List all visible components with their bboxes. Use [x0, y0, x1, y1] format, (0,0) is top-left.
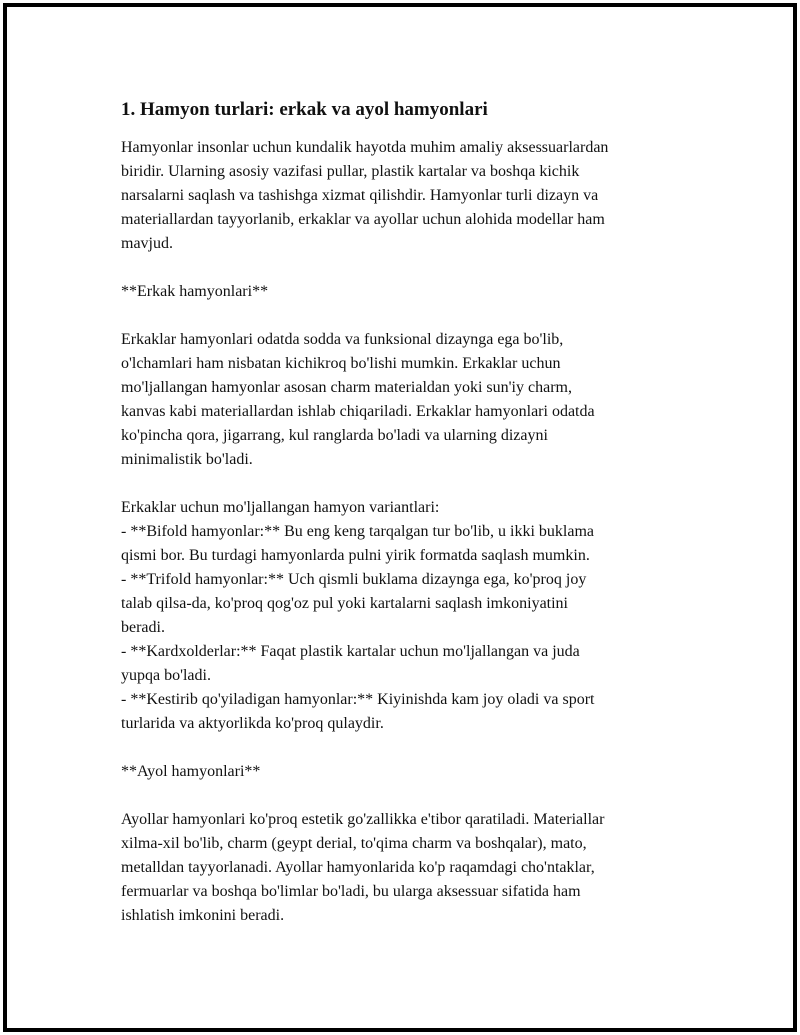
text-line: Ayollar hamyonlari ko'proq estetik go'zallikka e'tibor qaratiladi. Materiallar — [121, 811, 605, 828]
paragraph-gap — [121, 472, 691, 496]
text-line: narsalarni saqlash va tashishga xizmat qilishdir. Hamyonlar turli dizayn va — [121, 187, 599, 204]
text-line: biridir. Ularning asosiy vazifasi pullar, plastik kartalar va boshqa kichik — [121, 163, 580, 180]
text-line: Erkaklar hamyonlari odatda sodda va funksional dizaynga ega bo'lib, — [121, 331, 564, 348]
subheading-text: **Ayol hamyonlari** — [121, 763, 261, 780]
men-subheading — [121, 280, 691, 304]
text-line: Hamyonlar insonlar uchun kundalik hayotda muhim amaliy aksessuarlardan — [121, 139, 609, 156]
list-item-line: yupqa bo'ladi. — [121, 667, 211, 684]
men-paragraph — [121, 328, 691, 472]
text-line: o'lchamlari ham nisbatan kichikroq bo'lishi mumkin. Erkaklar uchun — [121, 355, 561, 372]
list-item-line: - **Kestirib qo'yiladigan hamyonlar:** Kiyinishda kam joy oladi va sport — [121, 691, 595, 708]
text-line: mo'ljallangan hamyonlar asosan charm materialdan yoki sun'iy charm, — [121, 379, 572, 396]
paragraph-gap — [121, 784, 691, 808]
subheading-text: **Erkak hamyonlari** — [121, 283, 269, 300]
list-item-line: - **Kardxolderlar:** Faqat plastik kartalar uchun mo'ljallangan va juda — [121, 643, 580, 660]
text-line: fermuarlar va boshqa bo'limlar bo'ladi, bu ularga aksessuar sifatida ham — [121, 883, 581, 900]
text-line: kanvas kabi materiallardan ishlab chiqariladi. Erkaklar hamyonlari odatda — [121, 403, 595, 420]
text-line: mavjud. — [121, 235, 173, 252]
text-line: ko'pincha qora, jigarrang, kul ranglarda bo'ladi va ularning dizayni — [121, 427, 548, 444]
women-paragraph — [121, 808, 691, 928]
variants-list — [121, 496, 691, 736]
list-item-line: turlarida va aktyorlikda ko'proq qulaydir. — [121, 715, 384, 732]
women-subheading — [121, 760, 691, 784]
document-body — [121, 98, 691, 928]
text-line: minimalistik bo'ladi. — [121, 451, 253, 468]
list-item-line: beradi. — [121, 619, 165, 636]
list-item-line: - **Trifold hamyonlar:** Uch qismli buklama dizaynga ega, ko'proq joy — [121, 571, 587, 588]
text-line: ishlatish imkonini beradi. — [121, 907, 285, 924]
text-line: xilma-xil bo'lib, charm (geypt derial, to'qima charm va boshqalar), mato, — [121, 835, 587, 852]
list-item-line: qismi bor. Bu turdagi hamyonlarda pulni yirik formatda saqlash mumkin. — [121, 547, 590, 564]
section-heading: 1. Hamyon turlari: erkak va ayol hamyonlari — [121, 99, 488, 120]
list-item-line: talab qilsa-da, ko'proq qog'oz pul yoki kartalarni saqlash imkoniyatini — [121, 595, 568, 612]
paragraph-gap — [121, 256, 691, 280]
intro-paragraph — [121, 136, 691, 256]
text-line: materiallardan tayyorlanib, erkaklar va ayollar uchun alohida modellar ham — [121, 211, 605, 228]
document-page — [3, 3, 797, 1032]
paragraph-gap — [121, 736, 691, 760]
paragraph-gap — [121, 304, 691, 328]
list-item-line: - **Bifold hamyonlar:** Bu eng keng tarqalgan tur bo'lib, u ikki buklama — [121, 523, 595, 540]
text-line: Erkaklar uchun mo'ljallangan hamyon variantlari: — [121, 499, 440, 516]
text-line: metalldan tayyorlanadi. Ayollar hamyonlarida ko'p raqamdagi cho'ntaklar, — [121, 859, 595, 876]
